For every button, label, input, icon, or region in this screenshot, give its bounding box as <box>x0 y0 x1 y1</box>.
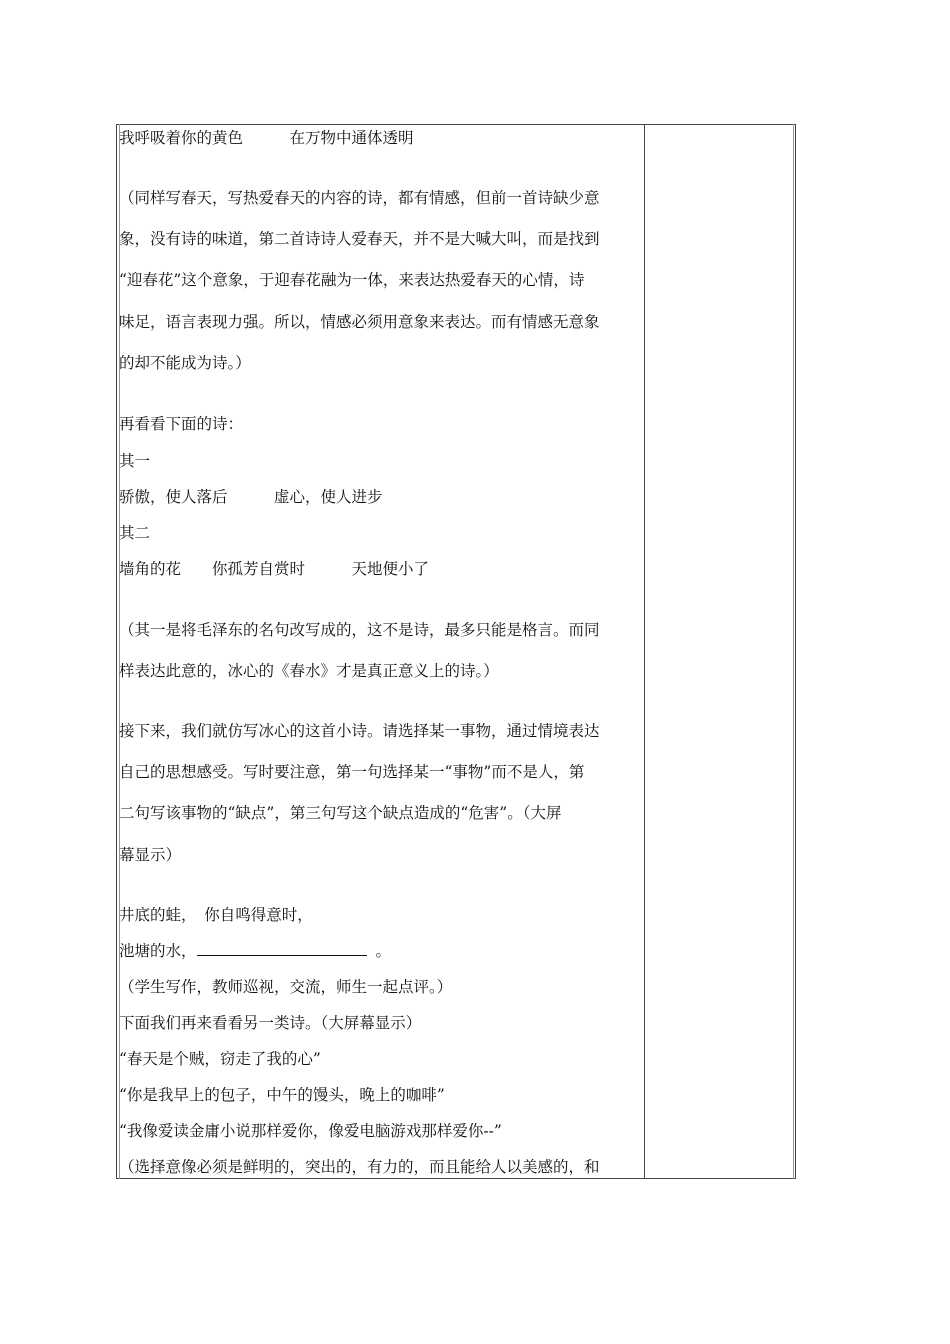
text-line: （选择意像必须是鲜明的，突出的，有力的，而且能给人以美感的，和 <box>119 1158 600 1176</box>
text-line: 象，没有诗的味道，第二首诗诗人爱春天，并不是大喊大叫，而是找到 <box>119 230 600 248</box>
text-line: 接下来，我们就仿写冰心的这首小诗。请选择某一事物，通过情境表达 <box>119 722 600 740</box>
table-column-divider <box>644 124 645 1179</box>
text-line: 再看看下面的诗： <box>119 415 244 433</box>
fill-in-blank <box>197 941 367 956</box>
text-line: 我呼吸着你的黄色 在万物中通体透明 <box>119 129 414 147</box>
text-line: 自己的思想感受。写时要注意，第一句选择某一“事物”而不是人，第 <box>119 763 585 781</box>
table-right-border <box>793 124 794 1179</box>
text-line: 幕显示） <box>119 846 182 864</box>
text-line: 的却不能成为诗。） <box>119 354 251 372</box>
text-line: 二句写该事物的“缺点”，第三句写这个缺点造成的“危害”。（大屏 <box>119 804 562 822</box>
text-line: （学生写作，教师巡视，交流，师生一起点评。） <box>119 978 453 996</box>
text-fragment: 。 <box>375 942 391 960</box>
text-line: “春天是个贼，窃走了我的心” <box>119 1050 321 1068</box>
text-line: 井底的蛙， 你自鸣得意时， <box>119 906 313 924</box>
text-line: 味足，语言表现力强。所以，情感必须用意象来表达。而有情感无意象 <box>119 313 600 331</box>
text-line: 下面我们再来看看另一类诗。（大屏幕显示） <box>119 1014 422 1032</box>
text-line: 其一 <box>119 452 151 470</box>
text-line: （同样写春天，写热爱春天的内容的诗，都有情感，但前一首诗缺少意 <box>119 189 600 207</box>
text-line: 骄傲，使人落后 虚心，使人进步 <box>119 488 383 506</box>
text-fragment: 池塘的水， <box>119 942 197 960</box>
text-line: 样表达此意的，冰心的《春水》才是真正意义上的诗。） <box>119 662 499 680</box>
text-line: 其二 <box>119 524 151 542</box>
text-line: “你是我早上的包子，中午的馒头，晚上的咖啡” <box>119 1086 445 1104</box>
text-line: （其一是将毛泽东的名句改写成的，这不是诗，最多只能是格言。而同 <box>119 621 600 639</box>
text-line <box>119 941 391 961</box>
text-line: 墙角的花 你孤芳自赏时 天地便小了 <box>119 560 430 578</box>
text-line: “我像爱读金庸小说那样爱你，像爱电脑游戏那样爱你--” <box>119 1122 502 1140</box>
text-line: “迎春花”这个意象，于迎春花融为一体，来表达热爱春天的心情，诗 <box>119 271 585 289</box>
